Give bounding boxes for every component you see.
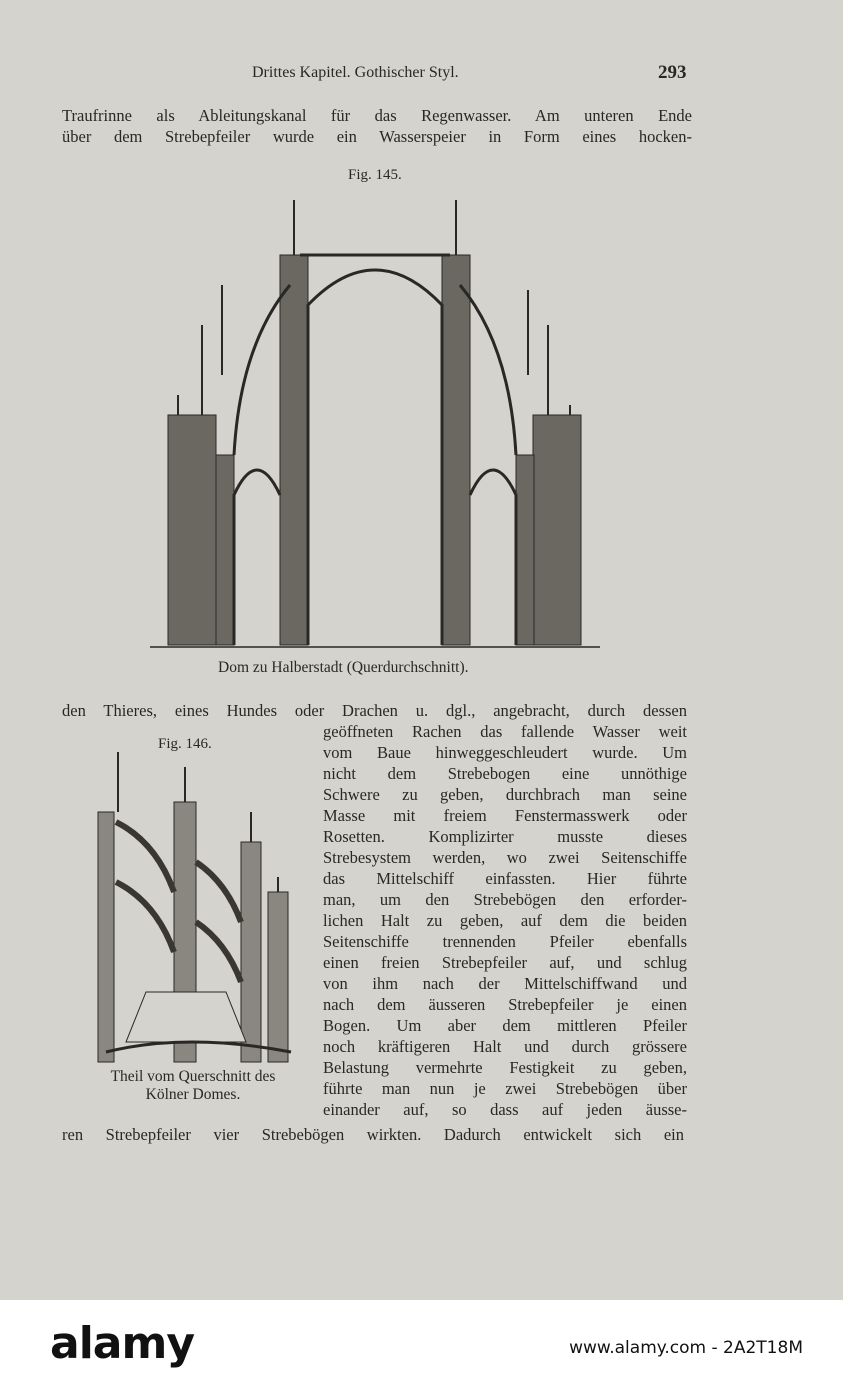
column-line: Schwere zu geben, durchbrach man seine [323,785,687,804]
running-title: Drittes Kapitel. Gothischer Styl. [252,64,459,81]
column-line: von ihm nach der Mittelschiffwand und [323,974,687,993]
column-line: man, um den Strebebögen den erforder- [323,890,687,909]
figure-caption-146 [88,1068,298,1104]
column-line: nach dem äusseren Strebepfeiler je einen [323,995,687,1014]
stock-id: www.alamy.com - 2A2T18M [569,1338,803,1358]
figure-label-145: Fig. 145. [348,167,402,183]
column-line: vom Baue hinweggeschleudert wurde. Um [323,743,687,762]
column-line: Bogen. Um aber dem mittleren Pfeiler [323,1016,687,1035]
figure-146-cologne-cross-section [86,752,296,1064]
body-line: ren Strebepfeiler vier Strebebögen wirkten. Dadurch entwickelt sich ein [62,1125,684,1144]
figure-145-halberstadt-cross-section [150,195,600,655]
column-line: nicht dem Strebebogen eine unnöthige [323,764,687,783]
column-line: Seitenschiffe trennenden Pfeiler ebenfalls [323,932,687,951]
column-line: geöffneten Rachen das fallende Wasser weit [323,722,687,741]
caption-line: Kölner Domes. [145,1086,241,1103]
column-line: Masse mit freiem Fenstermasswerk oder [323,806,687,825]
column-line: lichen Halt zu geben, auf dem die beiden [323,911,687,930]
column-line: Belastung vermehrte Festigkeit zu geben, [323,1058,687,1077]
body-line: den Thieres, eines Hundes oder Drachen u. dgl., angebracht, durch dessen [62,701,687,720]
alamy-logo: alamy [50,1318,194,1369]
column-line: noch kräftigeren Halt und durch grössere [323,1037,687,1056]
column-line: führte man nun je zwei Strebebögen über [323,1079,687,1098]
column-line: einen freien Strebepfeiler auf, und schlug [323,953,687,972]
figure-label-146: Fig. 146. [158,736,212,752]
column-line: einander auf, so dass auf jeden äusse- [323,1100,687,1119]
figure-caption-145: Dom zu Halberstadt (Querdurchschnitt). [218,659,469,676]
column-line: Strebesystem werden, wo zwei Seitenschiffe [323,848,687,867]
column-line: Rosetten. Komplizirter musste dieses [323,827,687,846]
page-number: 293 [658,62,687,83]
body-line: über dem Strebepfeiler wurde ein Wasserspeier in Form eines hocken- [62,127,692,146]
body-line: Traufrinne als Ableitungskanal für das Regenwasser. Am unteren Ende [62,106,692,125]
caption-line: Theil vom Querschnitt des [110,1068,276,1085]
stock-banner [0,1300,843,1390]
column-line: das Mittelschiff einfassten. Hier führte [323,869,687,888]
